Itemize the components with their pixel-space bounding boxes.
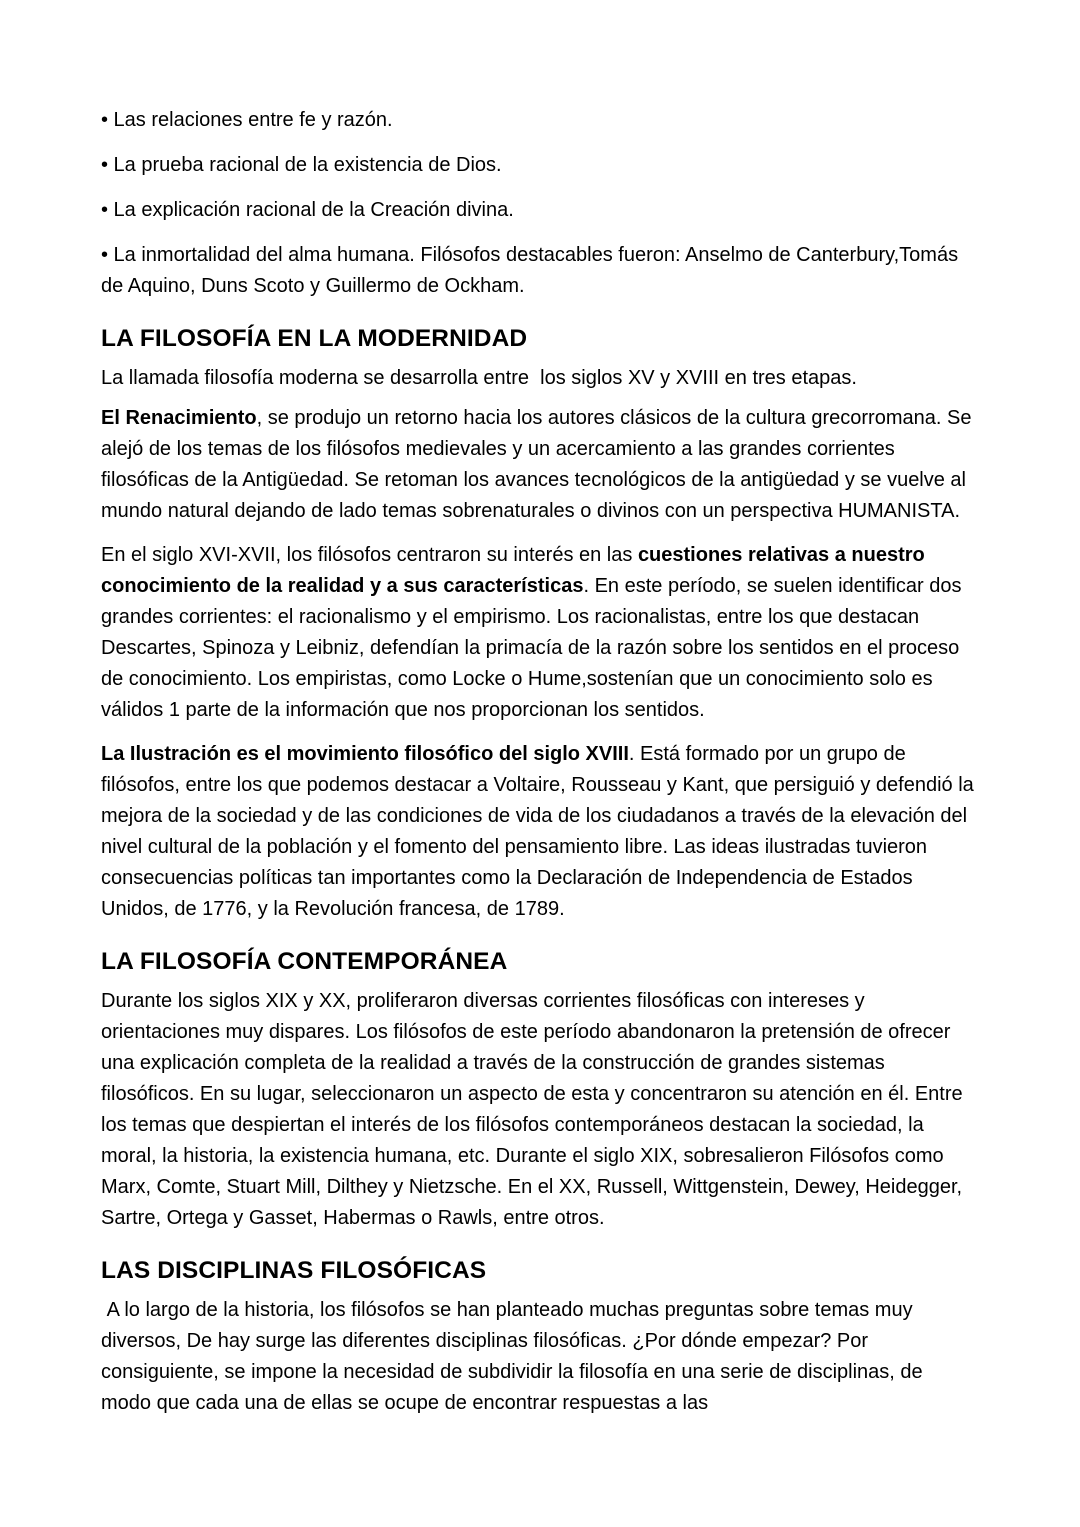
section-heading-disciplinas: LAS DISCIPLINAS FILOSÓFICAS	[101, 1257, 487, 1284]
bullet-item-2: • La prueba racional de la existencia de Dios.	[101, 154, 502, 176]
bullet-item-4: • La inmortalidad del alma humana. Filósofos destacables fueron: Anselmo de Canterbury,Tomás de Aquino, Duns Scoto y Guillermo de Ockham.	[101, 244, 959, 297]
paragraph-renacimiento	[101, 403, 975, 527]
paragraph-disciplinas: A lo largo de la historia, los filósofos se han planteado muchas preguntas sobre temas muy diversos, De hay surge las diferentes disciplinas filosóficas. ¿Por dónde empezar? Por consiguiente, se impone la necesidad de subdividir la filosofía en una serie de disciplinas, de modo que cada una de ellas se ocupe de encontrar respuestas a las	[101, 1299, 929, 1414]
paragraph-ilustracion-lead: La Ilustración es el movimiento filosófico del siglo XVIII	[101, 743, 629, 765]
paragraph-renacimiento-lead: El Renacimiento	[101, 407, 257, 429]
paragraph-contemporanea: Durante los siglos XIX y XX, proliferaron diversas corrientes filosóficas con intereses y orientaciones muy dispares. Los filósofos de este período abandonaron la pretensión de ofrecer una explicación completa de la realidad a través de la construcción de grandes sistemas filosóficos. En su lugar, seleccionaron un aspecto de esta y concentraron su atención en él. Entre los temas que despiertan el interés de los filósofos contemporáneos destacan la sociedad, la moral, la historia, la existencia humana, etc. Durante el siglo XIX, sobresalieron Filósofos como Marx, Comte, Stuart Mill, Dilthey y Nietzsche. En el XX, Russell, Wittgenstein, Dewey, Heidegger, Sartre, Ortega y Gasset, Habermas o Rawls, entre otros.	[101, 990, 963, 1229]
bullet-item-3: • La explicación racional de la Creación divina.	[101, 199, 514, 221]
bullet-item-1: • Las relaciones entre fe y razón.	[101, 109, 393, 131]
paragraph-racionalismo-bold: cuestiones relativas a nuestro conocimiento de la realidad y a sus características	[101, 544, 925, 597]
section-heading-modernidad: LA FILOSOFÍA EN LA MODERNIDAD	[101, 325, 528, 352]
paragraph-racionalismo-pre: En el siglo XVI-XVII, los filósofos centraron su interés en las	[101, 544, 638, 566]
section-heading-contemporanea: LA FILOSOFÍA CONTEMPORÁNEA	[101, 948, 508, 975]
paragraph-modernidad-intro: La llamada filosofía moderna se desarrolla entre los siglos XV y XVIII en tres etapas.	[101, 367, 857, 389]
paragraph-ilustracion-rest: . Está formado por un grupo de filósofos, entre los que podemos destacar a Voltaire, Rousseau y Kant, que persiguió y defendió la mejora de la sociedad y de las condiciones de vida de los ciudadanos a través de la elevación del nivel cultural de la población y el fomento del pensamiento libre. Las ideas ilustradas tuvieron consecuencias políticas tan importantes como la Declaración de Independencia de Estados Unidos, de 1776, y la Revolución francesa, de 1789.	[101, 743, 974, 920]
paragraph-racionalismo-empirismo	[101, 540, 975, 726]
paragraph-racionalismo-post: . En este período, se suelen identificar dos grandes corrientes: el racionalismo y el empirismo. Los racionalistas, entre los que destacan Descartes, Spinoza y Leibniz, defendían la primacía de la razón sobre los sentidos en el proceso de conocimiento. Los empiristas, como Locke o Hume,sostenían que un conocimiento solo es válidos 1 parte de la información que nos proporcionan los sentidos.	[101, 575, 962, 721]
paragraph-renacimiento-rest: , se produjo un retorno hacia los autores clásicos de la cultura grecorromana. Se alejó de los temas de los filósofos medievales y un acercamiento a las grandes corrientes filosóficas de la Antigüedad. Se retoman los avances tecnológicos de la antigüedad y se vuelve al mundo natural dejando de lado temas sobrenaturales o divinos con un perspectiva HUMANISTA.	[101, 407, 972, 522]
paragraph-ilustracion	[101, 739, 975, 925]
document-body	[101, 105, 975, 1419]
